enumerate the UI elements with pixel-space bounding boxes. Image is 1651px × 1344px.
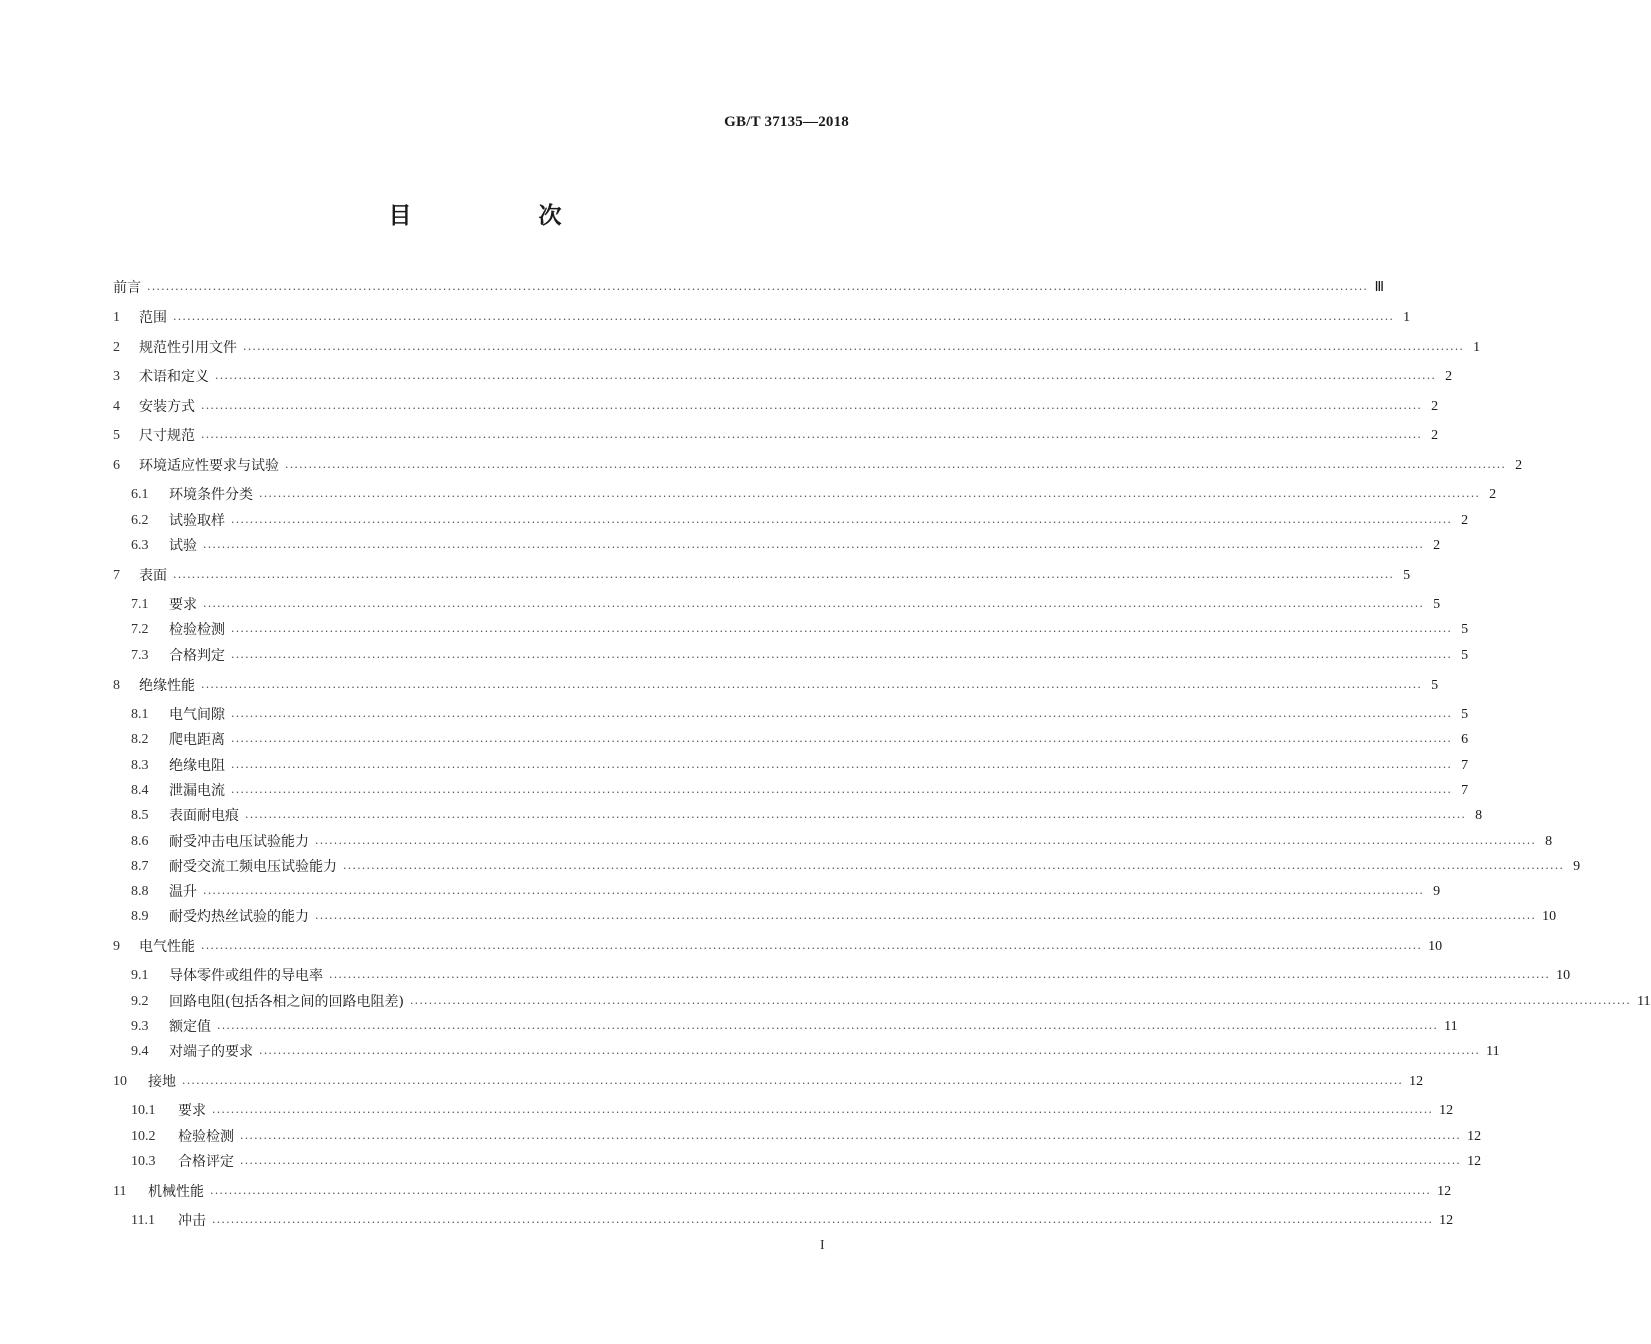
toc-entry-label: 泄漏电流	[169, 783, 225, 799]
toc-entry-label: 环境条件分类	[169, 487, 253, 503]
toc-entry-page: 11	[1444, 1019, 1458, 1034]
toc-entry-number: 9.1	[131, 968, 149, 983]
toc-entry[interactable]	[131, 1211, 1454, 1231]
toc-entry-page: 2	[1489, 487, 1497, 502]
toc-entry-number: 4	[113, 399, 120, 414]
toc-entry-label: 耐受冲击电压试验能力	[169, 834, 309, 850]
toc-entry-page: 5	[1461, 622, 1469, 637]
toc-entry-number: 8.3	[131, 758, 149, 773]
toc-entry-page: 2	[1433, 538, 1441, 553]
toc-entry-label: 表面	[139, 568, 167, 584]
toc-entry[interactable]	[113, 566, 1411, 586]
toc-leader-dots: ····································································································································································································································································	[259, 490, 1481, 503]
toc-leader-dots: ····································································································································································································································································	[147, 283, 1369, 296]
toc-entry[interactable]	[113, 676, 1439, 696]
toc-entry-page: 2	[1445, 369, 1453, 384]
toc-entry-label: 要求	[178, 1103, 206, 1119]
toc-leader-dots: ····································································································································································································································································	[285, 461, 1507, 474]
toc-leader-dots: ····································································································································································································································································	[231, 651, 1453, 664]
toc-entry-label: 安装方式	[139, 399, 195, 415]
toc-entry-number: 10.1	[131, 1103, 156, 1118]
toc-entry-number: 7.3	[131, 648, 149, 663]
toc-entry-label: 合格判定	[169, 648, 225, 664]
toc-leader-dots: ····································································································································································································································································	[409, 997, 1632, 1010]
toc-entry-page: 2	[1515, 458, 1523, 473]
toc-entry-number: 7.2	[131, 622, 149, 637]
toc-entry-label: 检验检测	[169, 622, 225, 638]
toc-leader-dots: ····································································································································································································································································	[231, 735, 1453, 748]
toc-entry-number: 11	[113, 1184, 127, 1199]
toc-entry[interactable]	[131, 620, 1469, 640]
toc-entry[interactable]	[131, 882, 1441, 902]
toc-entry-label: 爬电距离	[169, 732, 225, 748]
toc-leader-dots: ····································································································································································································································································	[329, 971, 1551, 984]
toc-entry-page: 12	[1467, 1129, 1482, 1144]
toc-leader-dots: ····································································································································································································································································	[245, 811, 1467, 824]
toc-entry[interactable]	[131, 536, 1441, 556]
toc-entry[interactable]	[113, 937, 1443, 957]
toc-leader-dots: ····································································································································································································································································	[231, 761, 1453, 774]
toc-leader-dots: ····································································································································································································································································	[231, 710, 1453, 723]
toc-entry-number: 9.3	[131, 1019, 149, 1034]
toc-entry-page: 10	[1428, 939, 1443, 954]
toc-entry-page: 5	[1461, 707, 1469, 722]
toc-entry-label: 范围	[139, 310, 167, 326]
toc-entry-label: 绝缘性能	[139, 678, 195, 694]
toc-leader-dots: ····································································································································································································································································	[315, 912, 1537, 925]
toc-entry-number: 8.8	[131, 884, 149, 899]
toc-entry[interactable]	[131, 806, 1483, 826]
toc-entry-number: 10.3	[131, 1154, 156, 1169]
toc-entry-page: 2	[1431, 399, 1439, 414]
toc-entry[interactable]	[113, 338, 1481, 358]
toc-leader-dots: ····································································································································································································································································	[201, 681, 1423, 694]
toc-leader-dots: ····································································································································································································································································	[240, 1132, 1462, 1145]
toc-entry-number: 8	[113, 678, 120, 693]
toc-entry[interactable]	[113, 308, 1411, 328]
toc-entry[interactable]	[131, 832, 1553, 852]
toc-entry-page: Ⅲ	[1374, 280, 1385, 295]
toc-entry-number: 10.2	[131, 1129, 156, 1144]
toc-entry[interactable]	[131, 966, 1571, 986]
toc-entry[interactable]	[131, 907, 1557, 927]
toc-entry-label: 表面耐电痕	[169, 808, 239, 824]
toc-leader-dots: ····································································································································································································································································	[215, 372, 1437, 385]
toc-entry[interactable]	[131, 646, 1469, 666]
toc-entry-label: 绝缘电阻	[169, 758, 225, 774]
toc-entry-page: 11	[1486, 1044, 1500, 1059]
toc-entry-label: 电气间隙	[169, 707, 225, 723]
toc-leader-dots: ····································································································································································································································································	[212, 1216, 1434, 1229]
toc-entry-label: 额定值	[169, 1019, 211, 1035]
toc-entry-page: 2	[1431, 428, 1439, 443]
toc-entry-page: 1	[1403, 310, 1411, 325]
toc-entry-number: 8.9	[131, 909, 149, 924]
toc-leader-dots: ····································································································································································································································································	[343, 862, 1565, 875]
toc-entry-page: 7	[1461, 783, 1469, 798]
toc-leader-dots: ····································································································································································································································································	[231, 516, 1453, 529]
toc-entry[interactable]	[113, 456, 1523, 476]
toc-leader-dots: ····································································································································································································································································	[315, 837, 1537, 850]
toc-entry[interactable]	[131, 1101, 1454, 1121]
toc-entry-number: 9.4	[131, 1044, 149, 1059]
toc-entry-number: 6.3	[131, 538, 149, 553]
toc-entry[interactable]	[131, 756, 1469, 776]
toc-entry-number: 5	[113, 428, 120, 443]
toc-entry-number: 8.7	[131, 859, 149, 874]
toc-entry[interactable]	[131, 781, 1469, 801]
page-number: I	[820, 1238, 825, 1253]
toc-entry-label: 前言	[113, 280, 141, 296]
toc-entry[interactable]	[131, 992, 1651, 1012]
toc-entry-label: 对端子的要求	[169, 1044, 253, 1060]
toc-entry-page: 7	[1461, 758, 1469, 773]
toc-entry-label: 环境适应性要求与试验	[139, 458, 279, 474]
toc-entry[interactable]	[113, 278, 1385, 298]
toc-entry-label: 试验取样	[169, 513, 225, 529]
toc-entry-label: 试验	[169, 538, 197, 554]
toc-entry[interactable]	[131, 595, 1441, 615]
toc-entry[interactable]	[113, 397, 1439, 417]
toc-entry-label: 耐受交流工频电压试验能力	[169, 859, 337, 875]
toc-entry[interactable]	[131, 857, 1581, 877]
toc-leader-dots: ····································································································································································································································································	[203, 541, 1425, 554]
toc-entry-number: 9.2	[131, 994, 149, 1009]
toc-entry-page: 9	[1433, 884, 1441, 899]
toc-entry-page: 10	[1556, 968, 1571, 983]
toc-entry-number: 10	[113, 1074, 127, 1089]
toc-entry-page: 1	[1473, 340, 1481, 355]
toc-entry-label: 检验检测	[178, 1129, 234, 1145]
toc-entry-page: 12	[1409, 1074, 1424, 1089]
toc-entry-label: 合格评定	[178, 1154, 234, 1170]
toc-entry-number: 6.1	[131, 487, 149, 502]
toc-entry-page: 5	[1431, 678, 1439, 693]
toc-entry-label: 尺寸规范	[139, 428, 195, 444]
toc-leader-dots: ····································································································································································································································································	[173, 571, 1395, 584]
toc-entry[interactable]	[131, 1042, 1500, 1062]
toc-entry-page: 9	[1573, 859, 1581, 874]
toc-entry-number: 3	[113, 369, 120, 384]
toc-entry-label: 要求	[169, 597, 197, 613]
toc-entry[interactable]	[131, 1152, 1482, 1172]
toc-entry-number: 8.6	[131, 834, 149, 849]
toc-leader-dots: ····································································································································································································································································	[212, 1106, 1434, 1119]
toc-leader-dots: ····································································································································································································································································	[259, 1047, 1481, 1060]
toc-entry-page: 5	[1433, 597, 1441, 612]
toc-leader-dots: ····································································································································································································································································	[201, 431, 1423, 444]
toc-entry-label: 接地	[148, 1074, 176, 1090]
toc-entry-label: 耐受灼热丝试验的能力	[169, 909, 309, 925]
toc-entry-number: 1	[113, 310, 120, 325]
toc-entry-page: 10	[1542, 909, 1557, 924]
toc-leader-dots: ····································································································································································································································································	[201, 942, 1423, 955]
toc-entry-page: 12	[1437, 1184, 1452, 1199]
toc-entry-page: 5	[1461, 648, 1469, 663]
toc-leader-dots: ····································································································································································································································································	[210, 1187, 1432, 1200]
toc-entry-page: 8	[1475, 808, 1483, 823]
toc-entry-page: 5	[1403, 568, 1411, 583]
toc-entry-number: 8.4	[131, 783, 149, 798]
toc-entry-page: 12	[1439, 1103, 1454, 1118]
toc-entry-number: 9	[113, 939, 120, 954]
toc-entry-page: 12	[1439, 1213, 1454, 1228]
page-title: 目 次	[388, 203, 614, 229]
toc-entry-page: 6	[1461, 732, 1469, 747]
toc-entry[interactable]	[131, 485, 1497, 505]
toc-entry-label: 温升	[169, 884, 197, 900]
toc-leader-dots: ····································································································································································································································································	[201, 402, 1423, 415]
toc-entry-label: 规范性引用文件	[139, 340, 237, 356]
toc-entry-label: 术语和定义	[139, 369, 209, 385]
toc-entry-label: 回路电阻(包括各相之间的回路电阻差)	[169, 994, 404, 1010]
toc-entry-number: 11.1	[131, 1213, 155, 1228]
standard-code: GB/T 37135—2018	[724, 114, 849, 130]
toc-leader-dots: ····································································································································································································································································	[240, 1157, 1462, 1170]
toc-entry[interactable]	[131, 730, 1469, 750]
toc-leader-dots: ····································································································································································································································································	[203, 600, 1425, 613]
toc-leader-dots: ····································································································································································································································································	[203, 887, 1425, 900]
toc-entry-number: 2	[113, 340, 120, 355]
toc-entry-page: 2	[1461, 513, 1469, 528]
toc-leader-dots: ····································································································································································································································································	[182, 1077, 1404, 1090]
toc-entry-number: 7.1	[131, 597, 149, 612]
toc-entry-page: 11	[1637, 994, 1651, 1009]
toc-entry-number: 7	[113, 568, 120, 583]
toc-entry-number: 8.2	[131, 732, 149, 747]
toc-leader-dots: ····································································································································································································································································	[231, 786, 1453, 799]
toc-entry[interactable]	[131, 1017, 1458, 1037]
toc-entry-page: 12	[1467, 1154, 1482, 1169]
toc-entry-label: 导体零件或组件的导电率	[169, 968, 323, 984]
toc-entry[interactable]	[113, 1072, 1424, 1092]
toc-entry[interactable]	[131, 1127, 1482, 1147]
toc-leader-dots: ····································································································································································································································································	[243, 343, 1465, 356]
toc-leader-dots: ····································································································································································································································································	[217, 1022, 1439, 1035]
toc-entry-label: 冲击	[178, 1213, 206, 1229]
toc-entry[interactable]	[113, 367, 1453, 387]
toc-entry[interactable]	[131, 705, 1469, 725]
toc-entry[interactable]	[113, 426, 1439, 446]
toc-leader-dots: ····································································································································································································································································	[173, 313, 1395, 326]
toc-entry-number: 6	[113, 458, 120, 473]
toc-entry-number: 6.2	[131, 513, 149, 528]
toc-leader-dots: ····································································································································································································································································	[231, 625, 1453, 638]
toc-entry-label: 电气性能	[139, 939, 195, 955]
toc-entry-number: 8.1	[131, 707, 149, 722]
toc-entry-label: 机械性能	[148, 1184, 204, 1200]
toc-entry-number: 8.5	[131, 808, 149, 823]
toc-entry[interactable]	[113, 1182, 1452, 1202]
toc-entry[interactable]	[131, 511, 1469, 531]
toc-entry-page: 8	[1545, 834, 1553, 849]
